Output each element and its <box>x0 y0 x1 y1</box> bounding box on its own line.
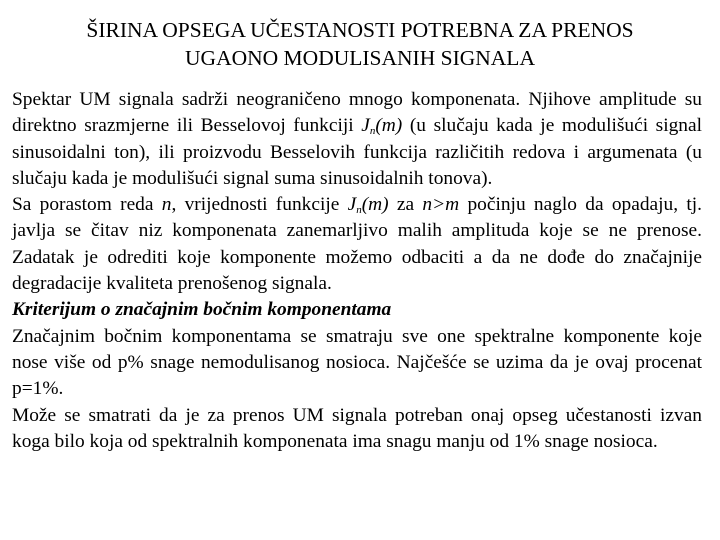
p2-text-2: , vrijednosti funkcije <box>171 194 348 216</box>
bessel-function-order-2: n <box>356 204 362 217</box>
bessel-function-argument: (m) <box>375 115 403 137</box>
p2-text-3: za <box>388 194 423 216</box>
bessel-function-order: n <box>369 125 376 138</box>
bessel-function-2 <box>348 194 389 215</box>
paragraph-bandwidth: Može se smatrati da je za prenos UM signala potreban onaj opseg učestanosti izvan koga bilo koja od spektralnih komponenata ima snagu manju od 1% snage nosioca. <box>12 404 702 452</box>
p2-text-4: počinju naglo da opadaju, tj. javlja se čitav niz komponenata zanemarljivo malih amplituda koje se ne prenose. Zadatak je odrediti koje komponente možemo odbaciti a da ne dođe do značajnije degradacije kvaliteta prenošenog signala. <box>12 194 702 295</box>
slide-title <box>0 16 720 72</box>
order-condition: n>m <box>422 194 460 216</box>
bessel-function <box>361 115 402 136</box>
bessel-function-name: J <box>361 115 370 137</box>
slide-body <box>12 87 702 455</box>
paragraph-order-growth <box>12 192 702 297</box>
title-line-2: UGAONO MODULISANIH SIGNALA <box>185 46 535 70</box>
title-line-1: ŠIRINA OPSEGA UČESTANOSTI POTREBNA ZA PRENOS <box>86 18 634 42</box>
section-heading: Kriterijum o značajnim bočnim komponentama <box>12 299 392 321</box>
bessel-function-argument-2: (m) <box>361 194 389 216</box>
order-variable: n <box>161 194 172 216</box>
p1-text-after: (u slučaju kada je modulišući signal sinusoidalni ton), ili proizvodu Besselovih funkcija različitih redova i argumenata (u slučaju kada je modulišući signal suma sinusoidalnih tonova). <box>12 115 702 189</box>
bessel-function-name-2: J <box>347 194 357 216</box>
paragraph-significant-components: Značajnim bočnim komponentama se smatraju sve one spektralne komponente koje nose više od p% snage nemodulisanog nosioca. Najčešće se uzima da je ovaj procenat p=1%. <box>12 325 702 400</box>
p1-text-before: Spektar UM signala sadrži neograničeno mnogo komponenata. Njihove amplitude su direktno srazmjerne ili Besselovoj funkciji <box>12 89 702 137</box>
p2-text-1: Sa porastom reda <box>12 194 162 216</box>
paragraph-spectrum <box>12 87 702 192</box>
